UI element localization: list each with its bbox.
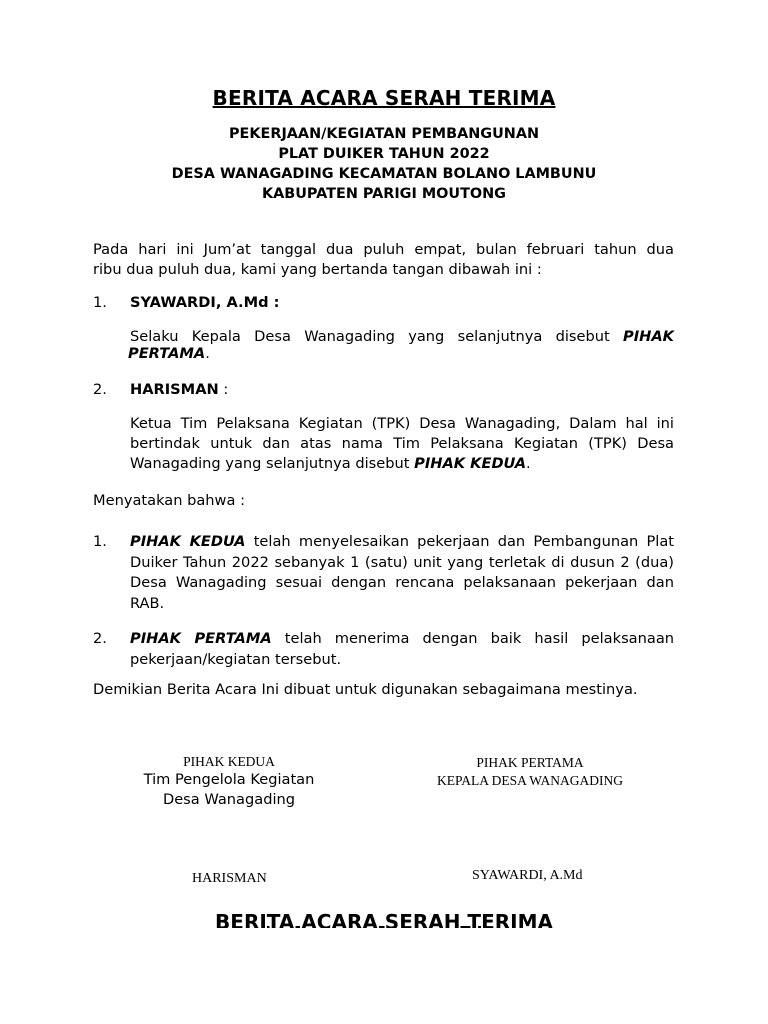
party-2-desc-line-1: Ketua Tim Pelaksana Kegiatan (TPK) Desa Wanagading, Dalam hal ini (130, 415, 674, 432)
party-1-number: 1. (93, 294, 107, 311)
closing-statement: Demikian Berita Acara Ini dibuat untuk digunakan sebagaimana mestinya. (93, 681, 638, 698)
next-page-title-text: BERITA ACARA SERAH TERIMA (215, 910, 553, 928)
party-2-desc-text: Wanagading yang selanjutnya disebut (130, 455, 415, 472)
opening-line-2: ribu dua puluh dua, kami yang bertanda tangan dibawah ini : (93, 261, 542, 278)
subtitle-line: KABUPATEN PARIGI MOUTONG (261, 186, 506, 202)
party-2-number: 2. (93, 381, 107, 398)
subtitle-line: PEKERJAAN/KEGIATAN PEMBANGUNAN (229, 126, 539, 142)
opening-line-1: Pada hari ini Jum’at tanggal dua puluh empat, bulan februari tahun dua (93, 241, 674, 258)
party-1-name: SYAWARDI, A.Md : (130, 294, 280, 311)
signature-right-name: SYAWARDI, A.Md (472, 868, 583, 883)
subtitle-line: PLAT DUIKER TAHUN 2022 (278, 146, 490, 162)
party-1-description-cont (128, 344, 674, 365)
statement-2-text: telah menerima dengan baik hasil pelaksanaan pekerjaan/kegiatan tersebut. (130, 630, 675, 668)
statement-2-bold: PIHAK PERTAMA (130, 630, 272, 647)
signature-left-org-2: Desa Wanagading (162, 791, 296, 808)
statement-1 (130, 532, 674, 614)
party-1-desc-text: Selaku Kepala Desa Wanagading yang selanjutnya disebut (130, 328, 624, 345)
party-1-desc-bold: PIHAK (623, 328, 674, 345)
statement-1-text: telah menyelesaikan pekerjaan dan Pembangunan Plat Duiker Tahun 2022 sebanyak 1 (satu) unit yang terletak di dusun 2 (dua) Desa Wanagading sesuai dengan rencana pelaksanaan pekerjaan dan RAB. (130, 533, 674, 612)
statement-intro: Menyatakan bahwa : (93, 492, 245, 509)
signature-left-name: HARISMAN (192, 871, 267, 886)
document-title: BERITA ACARA SERAH TERIMA (212, 86, 556, 110)
statement-1-bold: PIHAK KEDUA (130, 533, 246, 550)
statement-2 (130, 629, 674, 670)
party-1-desc-end: . (205, 345, 210, 362)
party-2-name-row (130, 380, 674, 401)
signature-right-org-1: KEPALA DESA WANAGADING (436, 773, 623, 788)
party-2-desc-end: . (526, 455, 531, 472)
signature-right-role: PIHAK PERTAMA (476, 755, 584, 770)
subtitle-line: DESA WANAGADING KECAMATAN BOLANO LAMBUNU (171, 166, 597, 182)
signature-left (129, 754, 329, 810)
signature-left-org-1: Tim Pengelola Kegiatan (143, 771, 315, 788)
statement-2-number: 2. (93, 630, 107, 647)
signature-right (410, 755, 650, 789)
party-1-desc-bold-2: PERTAMA (128, 345, 206, 362)
statement-1-number: 1. (93, 533, 107, 550)
party-2-desc-bold: PIHAK KEDUA (414, 455, 527, 472)
party-2-name: HARISMAN (130, 381, 219, 398)
document-subtitle (0, 124, 768, 204)
party-2-desc-line-2: bertindak untuk dan atas nama Tim Pelaksana Kegiatan (TPK) Desa (130, 435, 674, 452)
next-page-title (0, 906, 768, 928)
signature-left-role: PIHAK KEDUA (183, 754, 275, 769)
party-2-name-suffix: : (218, 381, 229, 398)
party-2-desc-line-3 (130, 454, 674, 475)
